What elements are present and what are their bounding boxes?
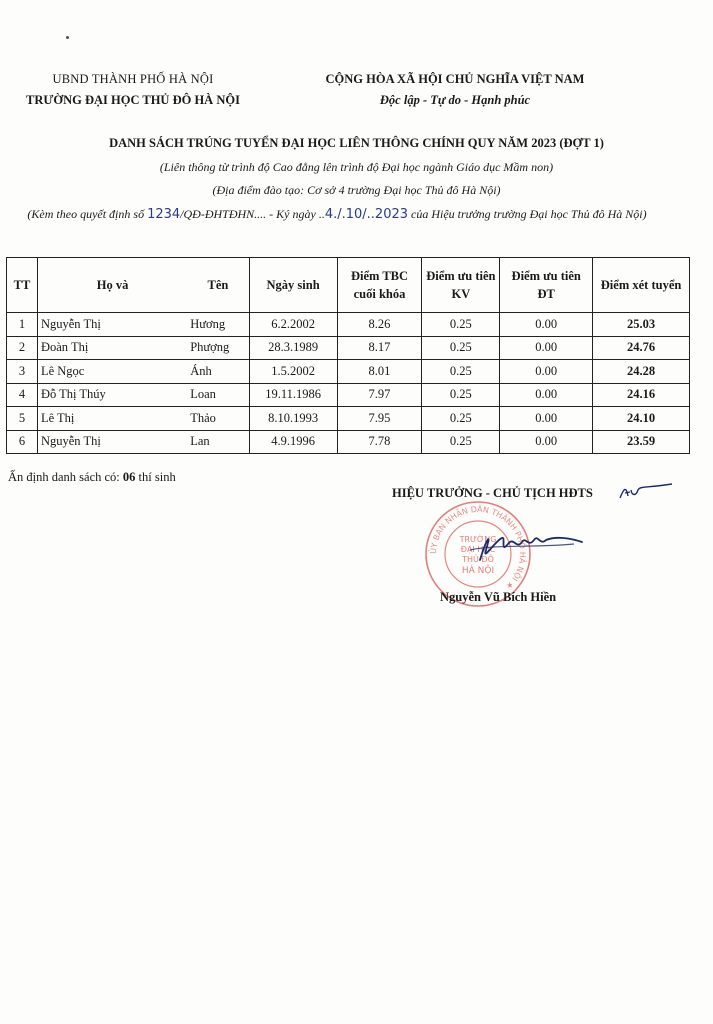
cell-uu-tien-dt: 0.00 bbox=[500, 383, 593, 407]
cell-tt: 2 bbox=[7, 336, 38, 360]
cell-diem-tbc: 7.97 bbox=[337, 383, 422, 407]
cell-xet-tuyen: 24.10 bbox=[593, 407, 690, 431]
decision-date: 4./.10/..2023 bbox=[324, 207, 409, 222]
cell-ngay-sinh: 8.10.1993 bbox=[249, 407, 337, 431]
table-row bbox=[7, 430, 690, 454]
cell-uu-tien-kv: 0.25 bbox=[422, 407, 500, 431]
cell-tt: 1 bbox=[7, 313, 38, 337]
cell-uu-tien-kv: 0.25 bbox=[422, 336, 500, 360]
cell-uu-tien-kv: 0.25 bbox=[422, 360, 500, 384]
national-motto: Độc lập - Tự do - Hạnh phúc bbox=[379, 93, 531, 107]
cell-xet-tuyen: 24.28 bbox=[593, 360, 690, 384]
summary-label: Ấn định danh sách có: bbox=[8, 470, 123, 484]
svg-text:HÀ NỘI: HÀ NỘI bbox=[461, 566, 495, 576]
table-row bbox=[7, 360, 690, 384]
decision-suffix: của Hiệu trưởng trường Đại học Thủ đô Hà Nội) bbox=[408, 207, 647, 221]
svg-text:ĐẠI HỌC: ĐẠI HỌC bbox=[460, 545, 496, 554]
issuer-school: TRƯỜNG ĐẠI HỌC THỦ ĐÔ HÀ NỘI bbox=[26, 93, 240, 107]
col-header-ho: Họ và bbox=[37, 258, 187, 313]
table-row bbox=[7, 313, 690, 337]
svg-text:THỦ ĐÔ: THỦ ĐÔ bbox=[462, 555, 494, 564]
national-title: CỘNG HÒA XÃ HỘI CHỦ NGHĨA VIỆT NAM bbox=[325, 72, 585, 86]
cell-uu-tien-dt: 0.00 bbox=[500, 407, 593, 431]
signatory-name: Nguyễn Vũ Bích Hiền bbox=[440, 590, 557, 604]
col-header-ngay-sinh: Ngày sinh bbox=[249, 258, 337, 313]
table-row bbox=[7, 407, 690, 431]
col-header-uu-tien-dt: Điểm ưu tiên ĐT bbox=[500, 258, 593, 313]
cell-tt: 3 bbox=[7, 360, 38, 384]
table-row bbox=[7, 336, 690, 360]
cell-tt: 5 bbox=[7, 407, 38, 431]
national-header bbox=[300, 72, 610, 108]
cell-ngay-sinh: 6.2.2002 bbox=[249, 313, 337, 337]
cell-xet-tuyen: 24.16 bbox=[593, 383, 690, 407]
cell-uu-tien-dt: 0.00 bbox=[500, 360, 593, 384]
handwritten-initial bbox=[616, 482, 676, 504]
cell-ten: Phượng bbox=[187, 336, 249, 360]
decision-prefix: (Kèm theo quyết định số bbox=[27, 207, 148, 221]
program-subtitle: (Liên thông từ trình độ Cao đẳng lên trình độ Đại học ngành Giáo dục Mầm non) bbox=[159, 160, 554, 174]
issuer-header bbox=[8, 72, 258, 108]
cell-ho: Đoàn Thị bbox=[37, 336, 187, 360]
cell-ten: Thảo bbox=[187, 407, 249, 431]
col-header-diem-tbc: Điểm TBC cuối khóa bbox=[337, 258, 422, 313]
cell-xet-tuyen: 24.76 bbox=[593, 336, 690, 360]
cell-uu-tien-dt: 0.00 bbox=[500, 336, 593, 360]
cell-uu-tien-kv: 0.25 bbox=[422, 430, 500, 454]
cell-diem-tbc: 7.78 bbox=[337, 430, 422, 454]
cell-ngay-sinh: 4.9.1996 bbox=[249, 430, 337, 454]
cell-ten: Lan bbox=[187, 430, 249, 454]
cell-xet-tuyen: 25.03 bbox=[593, 313, 690, 337]
cell-ho: Nguyễn Thị bbox=[37, 313, 187, 337]
cell-ten: Ánh bbox=[187, 360, 249, 384]
summary-line bbox=[8, 470, 176, 485]
scan-speck bbox=[66, 36, 69, 39]
cell-tt: 4 bbox=[7, 383, 38, 407]
cell-diem-tbc: 7.95 bbox=[337, 407, 422, 431]
cell-ho: Lê Thị bbox=[37, 407, 187, 431]
decision-number: 1234 bbox=[147, 207, 181, 222]
summary-unit: thí sinh bbox=[135, 470, 176, 484]
col-header-uu-tien-kv: Điểm ưu tiên KV bbox=[422, 258, 500, 313]
handwritten-signature bbox=[456, 520, 586, 570]
col-header-tt: TT bbox=[7, 258, 38, 313]
document-title: DANH SÁCH TRÚNG TUYỂN ĐẠI HỌC LIÊN THÔNG CHÍNH QUY NĂM 2023 (ĐỢT 1) bbox=[109, 136, 604, 150]
issuer-authority: UBND THÀNH PHỐ HÀ NỘI bbox=[52, 72, 214, 86]
cell-ho: Đỗ Thị Thúy bbox=[37, 383, 187, 407]
signatory-title: HIỆU TRƯỞNG - CHỦ TỊCH HĐTS bbox=[392, 486, 593, 500]
cell-ho: Lê Ngọc bbox=[37, 360, 187, 384]
cell-ngay-sinh: 19.11.1986 bbox=[249, 383, 337, 407]
cell-ngay-sinh: 28.3.1989 bbox=[249, 336, 337, 360]
cell-tt: 6 bbox=[7, 430, 38, 454]
admission-table bbox=[6, 257, 690, 454]
table-row bbox=[7, 383, 690, 407]
col-header-xet-tuyen: Điểm xét tuyển bbox=[593, 258, 690, 313]
table-header-row bbox=[7, 258, 690, 313]
decision-mid: /QĐ-ĐHTĐHN.... - Ký ngày .. bbox=[180, 207, 325, 221]
cell-ten: Hương bbox=[187, 313, 249, 337]
svg-text:ỦY BAN NHÂN DÂN THÀNH PHỐ HÀ N: ỦY BAN NHÂN DÂN THÀNH PHỐ HÀ NỘI ★ bbox=[428, 504, 528, 591]
summary-count: 06 bbox=[122, 470, 136, 484]
col-header-ten: Tên bbox=[187, 258, 249, 313]
cell-diem-tbc: 8.01 bbox=[337, 360, 422, 384]
cell-uu-tien-dt: 0.00 bbox=[500, 313, 593, 337]
cell-uu-tien-kv: 0.25 bbox=[422, 313, 500, 337]
cell-uu-tien-dt: 0.00 bbox=[500, 430, 593, 454]
cell-uu-tien-kv: 0.25 bbox=[422, 383, 500, 407]
location-subtitle: (Địa điểm đào tạo: Cơ sở 4 trường Đại học Thủ đô Hà Nội) bbox=[212, 183, 501, 197]
cell-ten: Loan bbox=[187, 383, 249, 407]
cell-ngay-sinh: 1.5.2002 bbox=[249, 360, 337, 384]
cell-diem-tbc: 8.26 bbox=[337, 313, 422, 337]
cell-ho: Nguyễn Thị bbox=[37, 430, 187, 454]
svg-text:TRƯỜNG: TRƯỜNG bbox=[459, 535, 497, 544]
decision-reference bbox=[12, 206, 662, 223]
cell-xet-tuyen: 23.59 bbox=[593, 430, 690, 454]
cell-diem-tbc: 8.17 bbox=[337, 336, 422, 360]
